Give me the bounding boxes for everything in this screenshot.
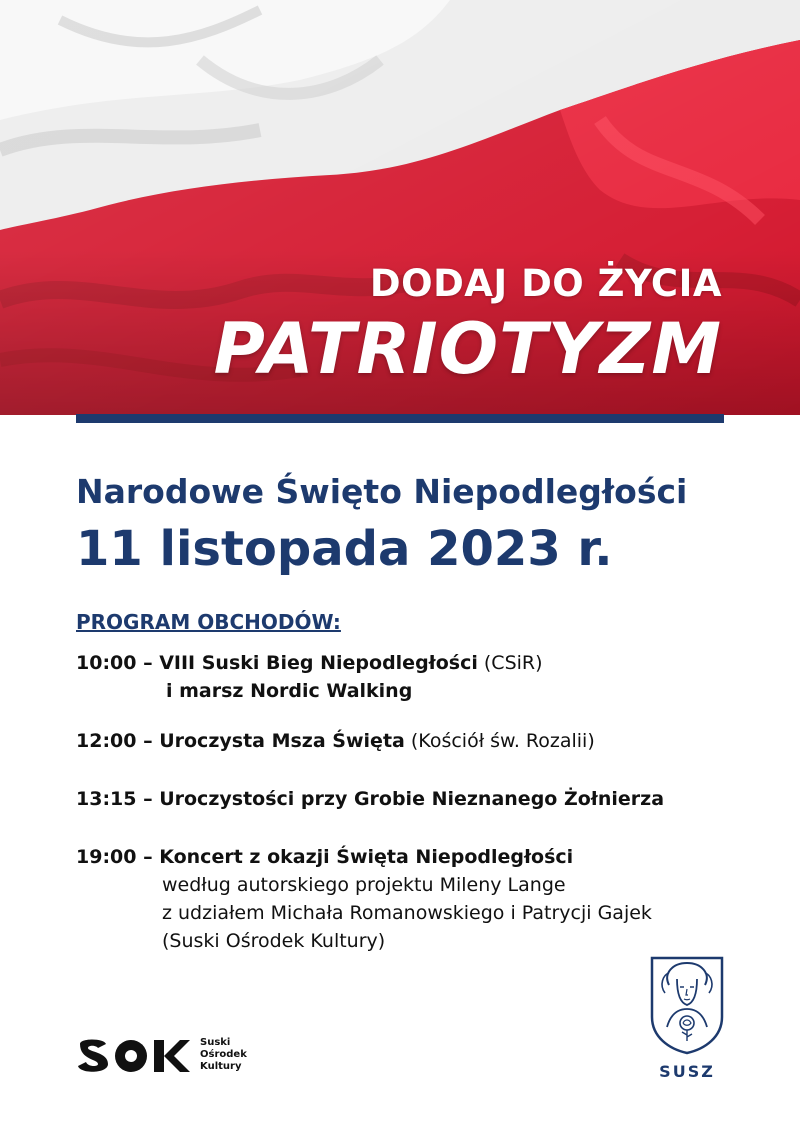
program-item — [76, 785, 664, 813]
program-item — [76, 727, 595, 755]
program-item-sub: według autorskiego projektu Mileny Lange — [162, 874, 566, 896]
hero-slogan: PATRIOTYZM — [213, 308, 722, 390]
sok-name-line: Ośrodek — [200, 1049, 247, 1060]
program-item-time: 10:00 – VIII Suski Bieg Niepodległości — [76, 652, 478, 674]
program-heading: PROGRAM OBCHODÓW: — [76, 610, 341, 634]
hero-headline: DODAJ DO ŻYCIA — [369, 262, 722, 305]
sok-logo-icon — [76, 1036, 191, 1076]
program-item — [76, 649, 543, 677]
program-item-sub: i marsz Nordic Walking — [166, 680, 413, 702]
hero-flag-image — [0, 0, 800, 415]
event-title: Narodowe Święto Niepodległości — [76, 472, 688, 511]
program-item-time: 19:00 – Koncert z okazji Święta Niepodległości — [76, 846, 574, 868]
sok-name-line: Kultury — [200, 1061, 242, 1072]
program-item-sub: (Suski Ośrodek Kultury) — [162, 930, 386, 952]
program-item-time: 13:15 – Uroczystości przy Grobie Nieznanego Żołnierza — [76, 788, 665, 810]
program-item-sub: z udziałem Michała Romanowskiego i Patrycji Gajek — [162, 902, 652, 924]
susz-label: SUSZ — [659, 1062, 715, 1081]
program-item — [76, 843, 573, 871]
program-item-note: (CSiR) — [477, 652, 543, 674]
program-item-time: 12:00 – Uroczysta Msza Święta — [76, 730, 405, 752]
sok-name-line: Suski — [200, 1037, 231, 1048]
program-item-note: (Kościół św. Rozalii) — [404, 730, 595, 752]
sok-name — [200, 1037, 247, 1073]
event-date: 11 listopada 2023 r. — [76, 521, 613, 577]
divider-bar — [76, 414, 724, 423]
susz-emblem-icon — [649, 955, 725, 1055]
